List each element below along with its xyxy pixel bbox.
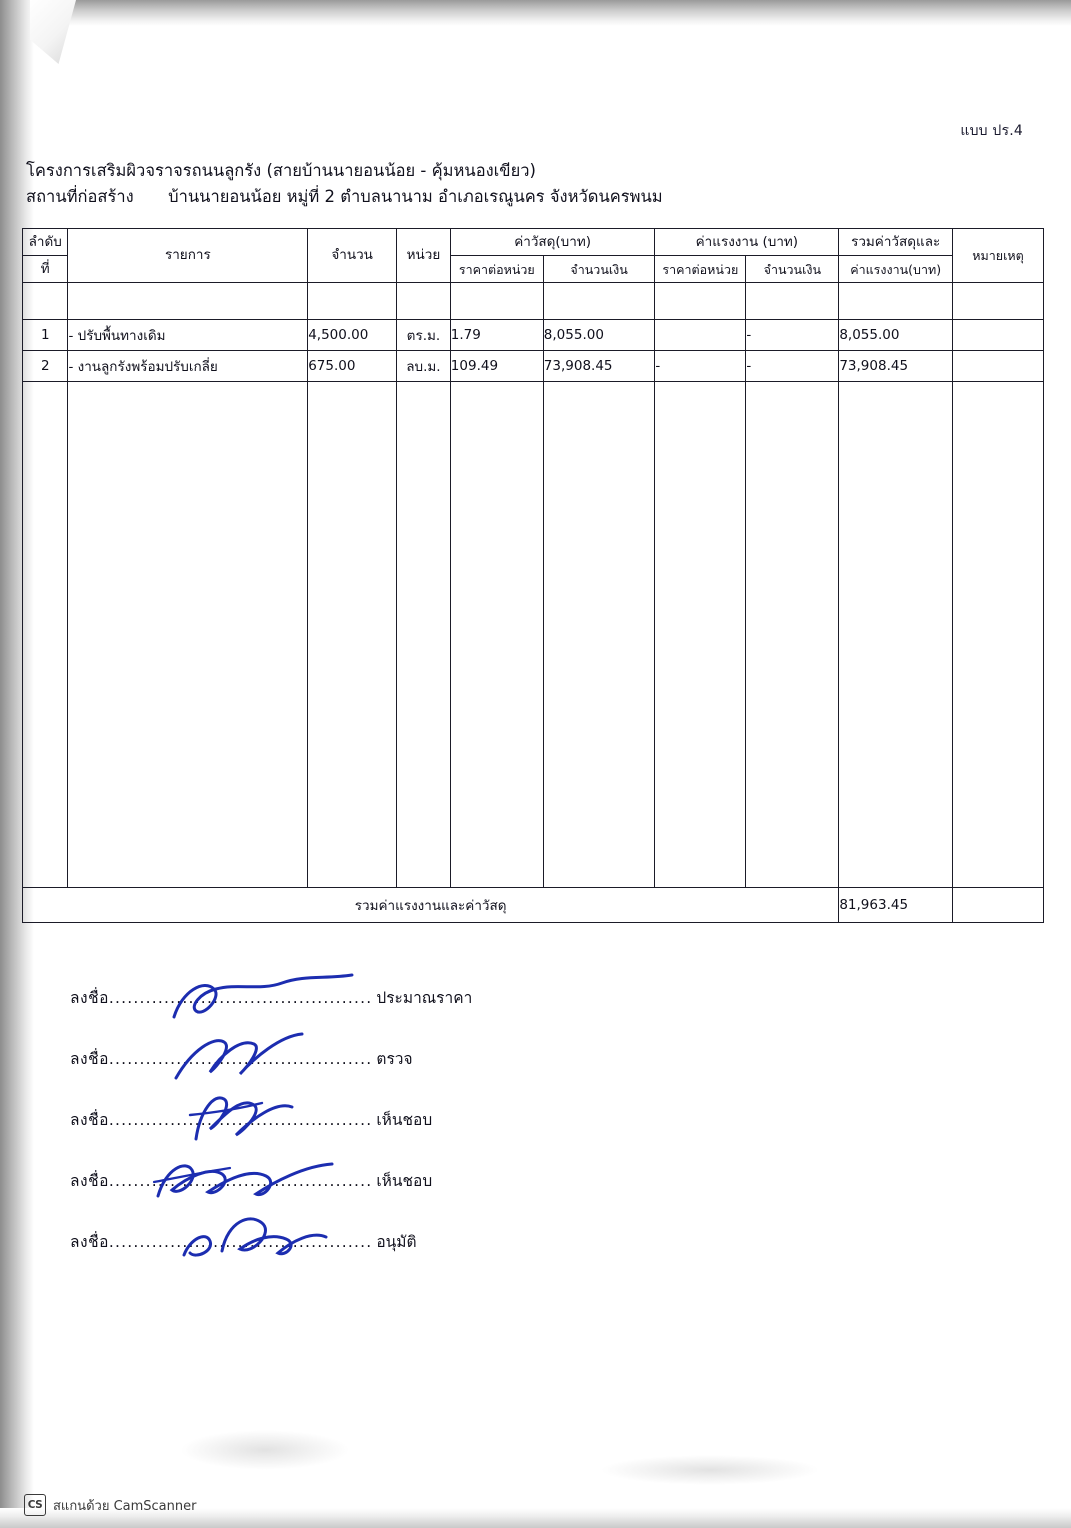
empty-cell	[953, 382, 1044, 888]
table-row	[23, 351, 1044, 382]
cell-description: - งานลูกรังพร้อมปรับเกลี่ย	[68, 351, 308, 382]
summary-label: รวมค่าแรงงานและค่าวัสดุ	[23, 888, 839, 923]
cell-no: 2	[23, 351, 68, 382]
signature-line-approver-1	[70, 1107, 590, 1168]
cell-remark	[953, 351, 1044, 382]
cell-labour-amount: -	[746, 320, 839, 351]
camscanner-badge-icon: CS	[24, 1494, 46, 1516]
summary-remark	[953, 888, 1044, 923]
paper-smudge	[180, 1430, 350, 1470]
camscanner-note: สแกนด้วย CamScanner	[53, 1498, 197, 1514]
location-line	[26, 184, 926, 210]
empty-cell	[397, 382, 451, 888]
empty-cell	[23, 382, 68, 888]
cell-quantity: 675.00	[308, 351, 397, 382]
header-labour-amount: จำนวนเงิน	[746, 256, 839, 283]
empty-cell	[543, 382, 655, 888]
spacer-cell	[953, 283, 1044, 320]
signature-role-label: ประมาณราคา	[376, 989, 473, 1007]
spacer-cell	[746, 283, 839, 320]
cell-labour-unit-price	[655, 320, 746, 351]
cell-material-amount: 73,908.45	[543, 351, 655, 382]
camscanner-watermark	[24, 1494, 196, 1516]
table-spacer-row	[23, 283, 1044, 320]
signature-dots: ...........................................	[108, 1050, 373, 1068]
cell-labour-unit-price: -	[655, 351, 746, 382]
table-empty-area	[23, 382, 1044, 888]
cell-material-amount: 8,055.00	[543, 320, 655, 351]
paper-corner-fold	[30, 0, 76, 64]
signature-role-label: อนุมัติ	[376, 1233, 417, 1251]
cell-total: 8,055.00	[839, 320, 953, 351]
header-labour-unit-price: ราคาต่อหน่วย	[655, 256, 746, 283]
signature-lead-label: ลงชื่อ	[70, 1233, 109, 1251]
estimate-table	[22, 228, 1044, 923]
table-header-row-1	[23, 229, 1044, 256]
scan-edge-shading-top	[0, 0, 1071, 26]
cell-unit: ลบ.ม.	[397, 351, 451, 382]
signature-block	[70, 985, 590, 1290]
spacer-cell	[839, 283, 953, 320]
signature-role-label: เห็นชอบ	[376, 1172, 433, 1190]
spacer-cell	[655, 283, 746, 320]
empty-cell	[68, 382, 308, 888]
table-row	[23, 320, 1044, 351]
signature-lead-label: ลงชื่อ	[70, 1111, 109, 1129]
header-unit: หน่วย	[397, 229, 451, 283]
location-value: บ้านนายอนน้อย หมู่ที่ 2 ตำบลนานาม อำเภอเรณูนคร จังหวัดนครพนม	[168, 187, 663, 206]
header-material-unit-price: ราคาต่อหน่วย	[450, 256, 543, 283]
empty-cell	[839, 382, 953, 888]
header-material-group: ค่าวัสดุ(บาท)	[450, 229, 655, 256]
signature-line-estimator	[70, 985, 590, 1046]
header-material-amount: จำนวนเงิน	[543, 256, 655, 283]
cell-material-unit-price: 1.79	[450, 320, 543, 351]
spacer-cell	[23, 283, 68, 320]
spacer-cell	[450, 283, 543, 320]
header-total-group-line1: รวมค่าวัสดุและ	[839, 229, 953, 256]
signature-line-approver-2	[70, 1168, 590, 1229]
header-quantity: จำนวน	[308, 229, 397, 283]
form-code: แบบ ปร.4	[960, 123, 1023, 139]
signature-lead-label: ลงชื่อ	[70, 1172, 109, 1190]
spacer-cell	[397, 283, 451, 320]
document-heading	[26, 158, 926, 210]
signature-dots: ...........................................	[108, 1233, 373, 1251]
signature-line-checker	[70, 1046, 590, 1107]
summary-total: 81,963.45	[839, 888, 953, 923]
empty-cell	[308, 382, 397, 888]
empty-cell	[746, 382, 839, 888]
signature-dots: ...........................................	[108, 1172, 373, 1190]
project-title: โครงการเสริมผิวจราจรถนนลูกรัง (สายบ้านนายอนน้อย - คุ้มหนองเขียว)	[26, 161, 536, 180]
signature-dots: ...........................................	[108, 989, 373, 1007]
cell-material-unit-price: 109.49	[450, 351, 543, 382]
header-no-sub: ที่	[23, 256, 68, 283]
signature-role-label: เห็นชอบ	[376, 1111, 433, 1129]
signature-lead-label: ลงชื่อ	[70, 1050, 109, 1068]
empty-cell	[450, 382, 543, 888]
signature-lead-label: ลงชื่อ	[70, 989, 109, 1007]
cell-labour-amount: -	[746, 351, 839, 382]
header-labour-group: ค่าแรงงาน (บาท)	[655, 229, 839, 256]
header-description: รายการ	[68, 229, 308, 283]
header-total-group-line2: ค่าแรงงาน(บาท)	[839, 256, 953, 283]
cell-unit: ตร.ม.	[397, 320, 451, 351]
signature-dots: ...........................................	[108, 1111, 373, 1129]
signature-role-label: ตรวจ	[376, 1050, 413, 1068]
spacer-cell	[68, 283, 308, 320]
header-remark: หมายเหตุ	[953, 229, 1044, 283]
cell-total: 73,908.45	[839, 351, 953, 382]
cell-remark	[953, 320, 1044, 351]
paper-smudge	[600, 1455, 820, 1485]
cell-description: - ปรับพื้นทางเดิม	[68, 320, 308, 351]
spacer-cell	[308, 283, 397, 320]
location-label: สถานที่ก่อสร้าง	[26, 187, 134, 206]
spacer-cell	[543, 283, 655, 320]
cell-no: 1	[23, 320, 68, 351]
empty-cell	[655, 382, 746, 888]
table-summary-row	[23, 888, 1044, 923]
header-no: ลำดับ	[23, 229, 68, 256]
cell-quantity: 4,500.00	[308, 320, 397, 351]
signature-line-authorizer	[70, 1229, 590, 1290]
